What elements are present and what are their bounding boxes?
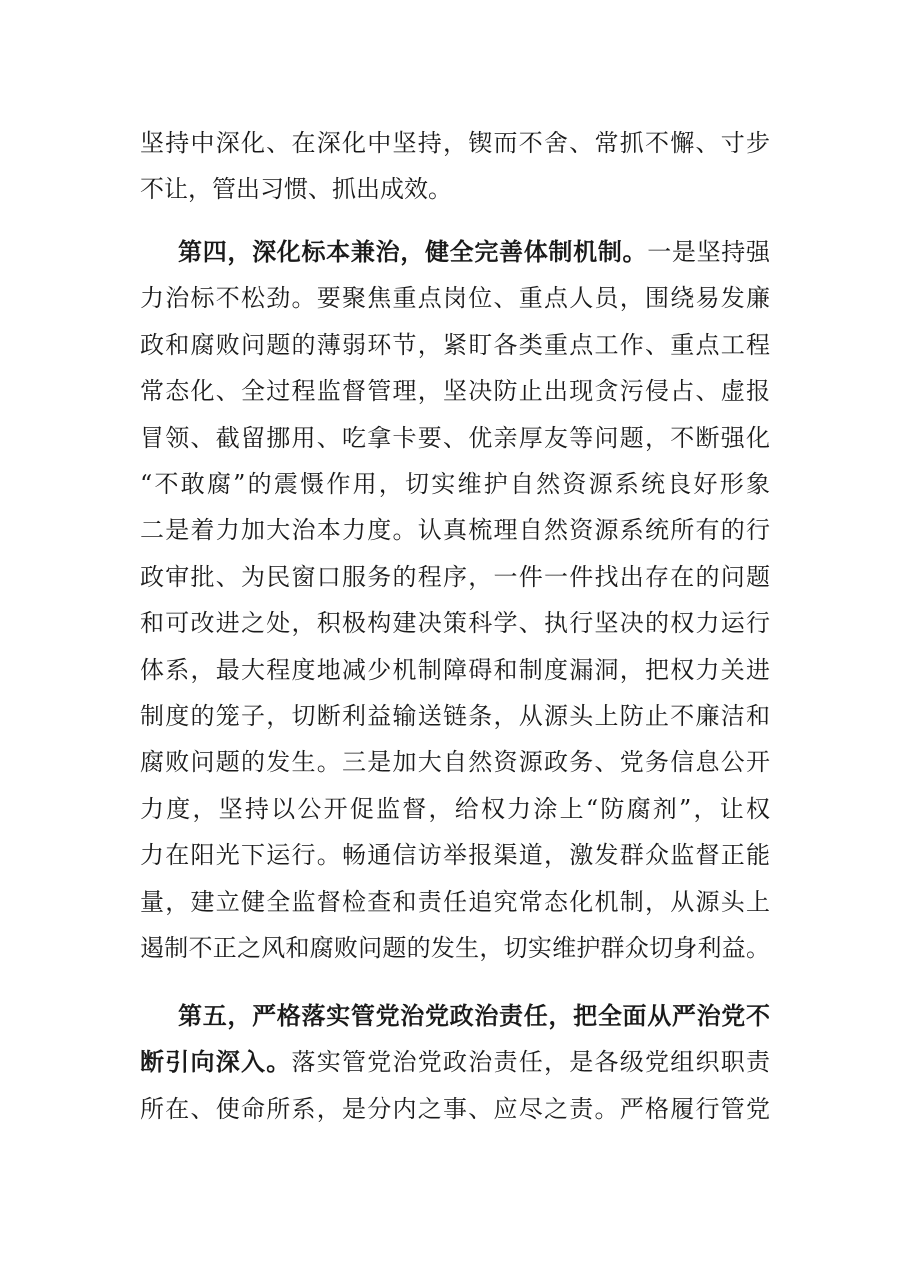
text-line: 力度，坚持以公开促监督，给权力涂上“防腐剂”，让权 xyxy=(140,795,770,823)
text-line: 和可改进之处，积极构建决策科学、执行坚决的权力运行 xyxy=(140,609,770,637)
text-run: 一是坚持强 xyxy=(647,238,771,266)
text-line: 力在阳光下运行。畅通信访举报渠道，激发群众监督正能 xyxy=(140,841,770,869)
text-line: 冒领、截留挪用、吃拿卡要、优亲厚友等问题，不断强化 xyxy=(140,424,770,452)
text-line: 制度的笼子，切断利益输送链条，从源头上防止不廉洁和 xyxy=(140,702,770,730)
text-line: 所在、使命所系，是分内之事、应尽之责。严格履行管党 xyxy=(140,1095,770,1123)
text-line: 常态化、全过程监督管理，坚决防止出现贪污侵占、虚报 xyxy=(140,377,770,405)
text-line: 不让，管出习惯、抓出成效。 xyxy=(140,175,452,203)
section-heading-five: 第五，严格落实管党治党政治责任，把全面从严治党不 xyxy=(178,1002,770,1030)
text-line: 二是着力加大治本力度。认真梳理自然资源系统所有的行 xyxy=(140,516,770,544)
section-heading-four: 第四，深化标本兼治，健全完善体制机制。 xyxy=(178,238,648,266)
text-line: “不敢腐”的震慑作用，切实维护自然资源系统良好形象 xyxy=(140,470,770,498)
text-line: 政审批、为民窗口服务的程序，一件一件找出存在的问题 xyxy=(140,563,770,591)
paragraph-five-second-line xyxy=(140,1039,770,1085)
text-line: 政和腐败问题的薄弱环节，紧盯各类重点工作、重点工程 xyxy=(140,331,770,359)
text-line: 腐败问题的发生。三是加大自然资源政务、党务信息公开 xyxy=(140,748,770,776)
text-line: 坚持中深化、在深化中坚持，锲而不舍、常抓不懈、寸步 xyxy=(140,129,770,157)
text-line: 遏制不正之风和腐败问题的发生，切实维护群众切身利益。 xyxy=(140,934,770,962)
text-run: 落实管党治党政治责任，是各级党组织职责 xyxy=(291,1048,770,1076)
text-line: 力治标不松劲。要聚焦重点岗位、重点人员，围绕易发廉 xyxy=(140,284,770,312)
text-line: 体系，最大程度地减少机制障碍和制度漏洞，把权力关进 xyxy=(140,656,770,684)
text-line: 量，建立健全监督检查和责任追究常态化机制，从源头上 xyxy=(140,888,770,916)
paragraph-four-first-line xyxy=(178,229,770,275)
section-heading-five-end: 断引向深入。 xyxy=(140,1048,292,1076)
